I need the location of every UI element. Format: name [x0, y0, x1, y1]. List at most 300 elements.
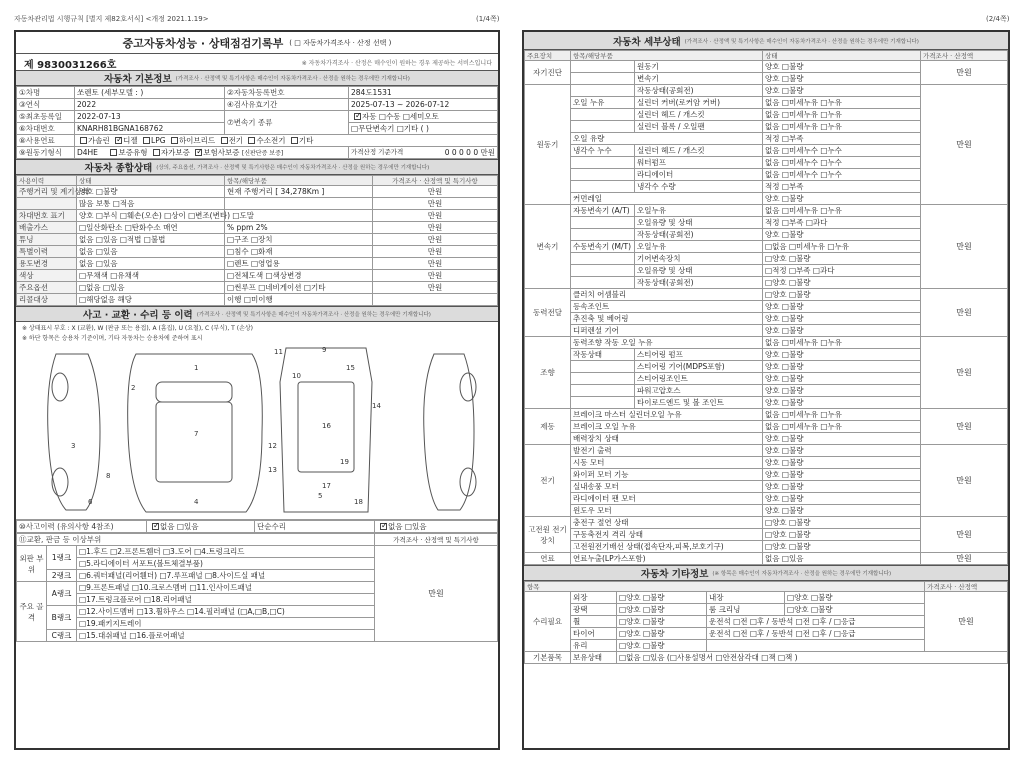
item-label: 커먼레일 — [571, 193, 763, 205]
status-value[interactable]: □적정 □부족 □과다 — [763, 265, 921, 277]
panel-number-4: 4 — [194, 498, 199, 506]
status-value[interactable]: □양호 □불량 — [763, 541, 921, 553]
part-label: 작동상태(공회전) — [635, 85, 763, 97]
cell-label: 휠 — [571, 616, 617, 628]
column-header: 상태 — [763, 51, 921, 61]
cell-value: 없음 □있음 — [388, 522, 427, 531]
cell-label: 색상 — [17, 270, 77, 282]
status-value[interactable]: 양호 □불량 — [763, 73, 921, 85]
cell-value[interactable]: □양호 □불량 — [785, 592, 925, 604]
page-1 — [14, 30, 500, 750]
rank1-items[interactable]: □5.라디에이터 서포트(볼트체결부품) — [77, 558, 375, 570]
cell-value[interactable]: □양호 □불량 — [617, 616, 707, 628]
section-note: (※ 항목은 매수인이 자동차가격조사 · 산정을 원하는 경우에만 기재합니다) — [712, 571, 892, 577]
windshield — [156, 382, 232, 402]
table-row — [17, 87, 498, 99]
cell-value: KNARH81BGNA168762 — [75, 123, 225, 135]
cell-value[interactable]: □구조 □장치 — [225, 234, 373, 246]
warranty-extra: [신판단증 보증] — [241, 150, 284, 157]
item-label — [571, 217, 635, 229]
item-label — [571, 385, 635, 397]
fuel-diesel: 디젤 — [123, 136, 138, 145]
rankA-items[interactable]: □9.프론트패널 □10.크로스멤버 □11.인사이드패널 — [77, 582, 375, 594]
item-label: 등속조인트 — [571, 301, 763, 313]
panel-number-3: 3 — [71, 442, 76, 450]
status-value[interactable]: 없음 □미세누유 □누유 — [763, 121, 921, 133]
accident-history-table — [16, 520, 498, 533]
device-group-label: 동력전달 — [525, 289, 571, 337]
price-value: 만원 — [373, 246, 498, 258]
cell-value[interactable]: □무채색 □유채색 — [77, 270, 225, 282]
checkbox-icon[interactable] — [291, 137, 298, 144]
table-row — [525, 592, 1008, 604]
cell-label: 타이어 — [571, 628, 617, 640]
form-reference: 자동차관리법 시행규칙 [별지 제82호서식] <개정 2021.1.19> — [14, 15, 209, 23]
table-row — [525, 205, 1008, 217]
table-row — [525, 553, 1008, 565]
fuel-gasoline: 가솔린 — [88, 136, 110, 145]
price-base — [349, 147, 498, 159]
column-header: 가격조사 · 산정액 및 특기사항 — [373, 176, 498, 186]
status-value[interactable]: 양호 □불량 — [763, 457, 921, 469]
checkbox-icon[interactable] — [152, 523, 159, 530]
item-label — [571, 121, 635, 133]
section-note: (가격조사 · 산정액 및 특기사항은 매수인이 자동차가격조사 · 산정을 원하는 경우에만 기재합니다) — [684, 38, 919, 45]
detail-table — [524, 50, 1008, 565]
price-value: 만원 — [373, 210, 498, 222]
price-value: 만원 — [373, 270, 498, 282]
panel-number-15: 15 — [346, 364, 355, 372]
status-value[interactable]: 양호 □불량 — [763, 445, 921, 457]
item-label: 배력장치 상태 — [571, 433, 763, 445]
checkbox-icon[interactable] — [115, 137, 122, 144]
detail-header — [524, 32, 1008, 50]
table-row — [17, 246, 498, 258]
item-label — [571, 85, 635, 97]
item-label: 오일 누유 — [571, 97, 635, 109]
cell-value: 자동 □수동 □세미오토 — [362, 112, 439, 121]
status-value[interactable]: 없음 □미세누유 □누유 — [763, 109, 921, 121]
item-label: 라디에이터 팬 모터 — [571, 493, 763, 505]
cell-value: 0 0 0 0 0 만원 — [444, 148, 495, 157]
table-row — [17, 521, 498, 533]
checkbox-icon[interactable] — [354, 113, 361, 120]
status-value[interactable]: 양호 □불량 — [763, 85, 921, 97]
panel-number-2: 2 — [131, 384, 136, 392]
warranty-self: 자가보증 — [160, 148, 190, 157]
cell-value[interactable]: □침수 □화재 — [225, 246, 373, 258]
price-value: 만원 — [373, 282, 498, 294]
cell-value[interactable]: 없음 □있음 □적법 □불법 — [77, 234, 225, 246]
status-value[interactable]: 양호 □불량 — [763, 373, 921, 385]
device-group-label: 연료 — [525, 553, 571, 565]
part-label: 작동상태(공회전) — [635, 229, 763, 241]
panel-number-13: 13 — [268, 466, 277, 474]
cell-label: ①차명 — [17, 87, 75, 99]
rank-label: A랭크 — [47, 582, 77, 606]
panel-number-14: 14 — [372, 402, 381, 410]
rankA-items[interactable]: □17.트렁크플로어 □18.리어패널 — [77, 594, 375, 606]
item-label — [571, 61, 635, 73]
cell-label: ⑨원동기형식 — [17, 147, 75, 159]
status-value[interactable]: 없음 □미세누수 □누수 — [763, 169, 921, 181]
device-group-label: 자기진단 — [525, 61, 571, 85]
price-value: 만원 — [375, 546, 498, 642]
table-row — [17, 282, 498, 294]
cell-label: 배출가스 — [17, 222, 77, 234]
item-label: 고전원전기배선 상태(접속단자,피복,보호기구) — [571, 541, 763, 553]
price-value — [373, 294, 498, 306]
other-info-header — [524, 565, 1008, 581]
item-label: 클러치 어셈블리 — [571, 289, 763, 301]
cell-value[interactable]: □양호 □불량 — [617, 628, 707, 640]
part-label: 라디에이터 — [635, 169, 763, 181]
cell-value[interactable]: 운전석 □전 □후 / 동반석 □전 □후 / □응급 — [707, 616, 925, 628]
panel-number-18: 18 — [354, 498, 363, 506]
section-title: 자동차 종합상태 — [84, 163, 153, 174]
status-value[interactable]: 양호 □불량 — [763, 301, 921, 313]
price-option-checkbox[interactable]: ( □ 자동차가격조사 · 산정 선택 ) — [289, 38, 392, 47]
checkbox-icon[interactable] — [221, 137, 228, 144]
rank2-items[interactable]: □6.쿼터패널(리어휀더) □7.루프패널 □8.사이드실 패널 — [77, 570, 375, 582]
table-row — [525, 517, 1008, 529]
status-value[interactable]: 양호 □불량 — [763, 433, 921, 445]
item-label — [571, 73, 635, 85]
status-value[interactable]: 적정 □부족 □과다 — [763, 217, 921, 229]
legend-text: ※ 상태표시 부호 : X (교환), W (판금 또는 용접), A (흠집), U (요철), C (부식), T (손상) — [22, 325, 254, 332]
accident-options[interactable] — [147, 521, 255, 533]
rank-label: C랭크 — [47, 630, 77, 642]
cell-label: ⑤최초등록일 — [17, 111, 75, 123]
device-group-label: 원동기 — [525, 85, 571, 205]
engine-type: D4HE — [77, 148, 98, 157]
table-row — [525, 445, 1008, 457]
panel-number-19: 19 — [340, 458, 349, 466]
cell-label: ⑥차대번호 — [17, 123, 75, 135]
exchange-parts-table — [16, 533, 498, 642]
price-value: 만원 — [921, 409, 1008, 445]
price-value: 만원 — [921, 205, 1008, 289]
table-row — [525, 337, 1008, 349]
cell-value: 2022-07-13 — [75, 111, 225, 123]
price-value: 만원 — [921, 85, 1008, 205]
table-row — [17, 546, 498, 558]
part-label: 오일유량 및 상태 — [635, 217, 763, 229]
panel-number-9: 9 — [322, 346, 327, 354]
status-value[interactable]: 양호 □불량 — [763, 61, 921, 73]
status-legend — [16, 322, 498, 332]
item-label — [571, 265, 635, 277]
part-label: 오일누유 — [635, 241, 763, 253]
part-label: 워터펌프 — [635, 157, 763, 169]
panel-number-11: 11 — [274, 348, 283, 356]
status-value[interactable]: 양호 □불량 — [763, 361, 921, 373]
cell-label: ③연식 — [17, 99, 75, 111]
status-value[interactable]: □양호 □불량 — [763, 253, 921, 265]
rank-label: 1랭크 — [47, 546, 77, 570]
table-row — [17, 147, 498, 159]
status-value[interactable]: 적정 □부족 — [763, 181, 921, 193]
page1-title-row — [16, 32, 498, 54]
status-value[interactable]: 없음 □미세누유 □누유 — [763, 421, 921, 433]
item-label: 자동변속기 (A/T) — [571, 205, 635, 217]
status-value[interactable]: □양호 □불량 — [763, 517, 921, 529]
item-label: 오일 유량 — [571, 133, 763, 145]
device-group-label: 전기 — [525, 445, 571, 517]
other-info-table — [524, 581, 1008, 664]
panel-number-8: 8 — [106, 472, 111, 480]
cell-value[interactable]: □전체도색 □색상변경 — [225, 270, 373, 282]
status-value[interactable]: 양호 □불량 — [763, 493, 921, 505]
cell-value[interactable] — [225, 198, 373, 210]
cell-value[interactable]: 이행 □미이행 — [225, 294, 373, 306]
panel-number-5: 5 — [318, 492, 323, 500]
item-label: 실내송풍 모터 — [571, 481, 763, 493]
left-side-outline — [48, 354, 100, 510]
cell-label: ②자동차등록번호 — [225, 87, 349, 99]
cell-value[interactable]: □양호 □불량 — [617, 640, 707, 652]
item-label: 시동 모터 — [571, 457, 763, 469]
cell-label: ⑦변속기 종류 — [225, 111, 349, 135]
status-value[interactable]: 양호 □불량 — [763, 229, 921, 241]
table-row — [17, 222, 498, 234]
checkbox-icon[interactable] — [171, 137, 178, 144]
section-title: 자동차 기타정보 — [640, 569, 709, 580]
table-row — [525, 289, 1008, 301]
checkbox-icon[interactable] — [143, 137, 150, 144]
cell-value: 284도1531 — [349, 87, 498, 99]
table-header-row — [525, 51, 1008, 61]
price-value: 만원 — [921, 445, 1008, 517]
status-value[interactable]: 양호 □불량 — [763, 481, 921, 493]
status-value[interactable]: 양호 □불량 — [763, 325, 921, 337]
item-label — [571, 169, 635, 181]
part-label: 냉각수 수량 — [635, 181, 763, 193]
price-value: 만원 — [925, 592, 1008, 652]
item-label: 추진축 및 베어링 — [571, 313, 763, 325]
column-header: 사용이력 — [17, 176, 77, 186]
status-value[interactable]: 없음 □미세누유 □누유 — [763, 337, 921, 349]
left-wheel-rear — [52, 468, 68, 496]
checkbox-icon[interactable] — [380, 523, 387, 530]
table-row — [17, 111, 498, 123]
panel-number-1: 1 — [194, 364, 199, 372]
item-label: 구동축전지 격리 상태 — [571, 529, 763, 541]
repair-label: 수리필요 — [525, 592, 571, 652]
column-header: 가격조사 · 산정액 — [925, 582, 1008, 592]
cell-label: ⑧사용연료 — [17, 135, 75, 147]
status-value[interactable]: 양호 □불량 — [763, 505, 921, 517]
checkbox-icon[interactable] — [80, 137, 87, 144]
table-row — [17, 186, 498, 198]
item-label: 윈도우 모터 — [571, 505, 763, 517]
cell-value: 2022 — [75, 99, 225, 111]
vehicle-note — [16, 332, 498, 342]
checkbox-icon[interactable] — [248, 137, 255, 144]
cell-value[interactable]: □해당없음 해당 — [77, 294, 225, 306]
cell-value[interactable]: □없음 □있음 — [77, 282, 225, 294]
part-label: 스티어링 기어(MDPS포함) — [635, 361, 763, 373]
cell-label: 내장 — [707, 592, 785, 604]
cell-label: ⑩사고이력 (유의사항 4참조) — [17, 521, 147, 533]
panel-number-10: 10 — [292, 372, 301, 380]
rankB-items[interactable]: □12.사이드멤버 □13.휠하우스 □14.필러패널 (□A,□B,□C) — [77, 606, 375, 618]
cell-value[interactable]: 양호 □부식 □훼손(오손) □상이 □변조(변타) □도말 — [77, 210, 225, 222]
fuel-hydrogen: 수소전기 — [256, 136, 286, 145]
item-label: 디퍼렌셜 기어 — [571, 325, 763, 337]
table-row — [525, 85, 1008, 97]
item-label: 와이퍼 모터 기능 — [571, 469, 763, 481]
cell-value: 쏘렌토 (세부모델 : ) — [75, 87, 225, 99]
cell-value[interactable]: □무단변속기 □기타 ( ) — [349, 123, 498, 135]
cell-label: 주행거리 및 계기상태 — [17, 186, 77, 198]
cell-label: 특별이력 — [17, 246, 77, 258]
panel-number-7: 7 — [194, 430, 199, 438]
checkbox-icon[interactable] — [110, 149, 117, 156]
fuel-options — [75, 135, 498, 147]
status-value[interactable]: 양호 □불량 — [763, 193, 921, 205]
status-value[interactable]: 양호 □불량 — [763, 313, 921, 325]
part-label: 실린더 헤드 / 개스킷 — [635, 145, 763, 157]
car-diagram-svg — [16, 342, 498, 520]
status-value[interactable]: 적정 □부족 — [763, 133, 921, 145]
item-label: 브레이크 오일 누유 — [571, 421, 763, 433]
part-label: 실린더 헤드 / 개스킷 — [635, 109, 763, 121]
item-label — [571, 109, 635, 121]
outer-panel-label: 외판 부위 — [17, 546, 47, 582]
table-row — [525, 652, 1008, 664]
device-group-label: 제동 — [525, 409, 571, 445]
price-value: 만원 — [373, 198, 498, 210]
cell-value[interactable]: □양호 □불량 — [617, 592, 707, 604]
status-value[interactable]: 양호 □불량 — [763, 397, 921, 409]
item-label — [571, 157, 635, 169]
cell-label: 용도변경 — [17, 258, 77, 270]
price-value: 만원 — [921, 517, 1008, 553]
cell-value[interactable]: □썬루프 □네비게이션 □기타 — [225, 282, 373, 294]
status-value[interactable]: 없음 □미세누수 □누수 — [763, 145, 921, 157]
cell-label — [17, 198, 77, 210]
cell-value[interactable]: □일산화탄소 □탄화수소 매연 — [77, 222, 225, 234]
cell-value[interactable]: 많음 보통 □적음 — [77, 198, 225, 210]
status-value[interactable]: 없음 □미세누수 □누수 — [763, 157, 921, 169]
panel-number-12: 12 — [268, 442, 277, 450]
status-value[interactable]: 양호 □불량 — [763, 385, 921, 397]
cell-value[interactable]: □양호 □불량 — [785, 604, 925, 616]
rank1-items[interactable]: □1.후드 □2.프론트휀더 □3.도어 □4.트렁크리드 — [77, 546, 375, 558]
cell-value[interactable]: 양호 □불량 — [77, 186, 225, 198]
part-label: 실린더 블록 / 오일팬 — [635, 121, 763, 133]
legend-text: ※ 하단 항목은 승용차 기준이며, 기타 자동차는 승용차에 준하여 표시 — [22, 335, 203, 342]
status-value[interactable]: □양호 □불량 — [763, 277, 921, 289]
cell-value[interactable]: □양호 □불량 — [617, 604, 707, 616]
status-value[interactable]: □없음 □미세누유 □누유 — [763, 241, 921, 253]
item-label: 브레이크 마스터 실린더오일 누유 — [571, 409, 763, 421]
device-group-label: 변속기 — [525, 205, 571, 289]
simple-repair-options[interactable] — [375, 521, 498, 533]
table-header-row — [17, 176, 498, 186]
serial-number: 제 9830031266호 — [24, 60, 117, 71]
status-value[interactable]: 없음 □미세누유 □누유 — [763, 97, 921, 109]
column-header: 상태 — [77, 176, 225, 186]
status-value[interactable]: □양호 □불량 — [763, 529, 921, 541]
section-title: 자동차 기본정보 — [104, 74, 172, 85]
summary-header — [16, 159, 498, 175]
page2-number: (2/4쪽) — [986, 15, 1010, 23]
cell-value[interactable]: 운전석 □전 □후 / 동반석 □전 □후 / □응급 — [707, 628, 925, 640]
item-label: 발전기 출력 — [571, 445, 763, 457]
cell-label: 주요옵션 — [17, 282, 77, 294]
accident-header — [16, 306, 498, 322]
status-value[interactable]: 없음 □미세누유 □누유 — [763, 205, 921, 217]
transmission-options[interactable] — [349, 111, 498, 123]
cell-label: 리콜대상 — [17, 294, 77, 306]
item-label: 작동상태 — [571, 349, 635, 361]
right-side-outline — [424, 354, 474, 510]
item-label: 충전구 절연 상태 — [571, 517, 763, 529]
checkbox-icon[interactable] — [195, 149, 202, 156]
column-header: 가격조사 · 산정액 — [921, 51, 1008, 61]
cell-label: 가격산정 기준가격 — [351, 148, 404, 156]
status-value[interactable]: 양호 □불량 — [763, 349, 921, 361]
price-value: 만원 — [921, 553, 1008, 565]
cell-value[interactable]: □렌트 □영업용 — [225, 258, 373, 270]
rankB-items[interactable]: □19.패키지트레이 — [77, 618, 375, 630]
cell-value[interactable]: □없음 □있음 (□사용설명서 □안전삼각대 □잭 □잭 ) — [617, 652, 1008, 664]
device-group-label: 조향 — [525, 337, 571, 409]
item-label — [571, 277, 635, 289]
column-header: 주요장치 — [525, 51, 571, 61]
page-2 — [522, 30, 1010, 750]
checkbox-icon[interactable] — [153, 149, 160, 156]
cell-label: 외장 — [571, 592, 617, 604]
car-diagram — [16, 342, 498, 520]
part-label: 오일누유 — [635, 205, 763, 217]
fuel-hybrid: 하이브리드 — [178, 136, 216, 145]
item-label — [571, 253, 635, 265]
item-label: 동력조향 작동 오일 누유 — [571, 337, 763, 349]
table-row — [17, 270, 498, 282]
part-label: 타이로드엔드 및 볼 조인트 — [635, 397, 763, 409]
cell-value: 2025-07-13 ~ 2026-07-12 — [349, 99, 498, 111]
price-value: 만원 — [373, 222, 498, 234]
status-value[interactable]: □양호 □불량 — [763, 289, 921, 301]
table-row — [17, 198, 498, 210]
cell-label: 차대번호 표기 — [17, 210, 77, 222]
warranty-insurer: 보험사보증 — [203, 148, 240, 157]
service-note: ※ 자동차가격조사 · 산정은 매수인이 원하는 경우 제공하는 서비스입니다 — [301, 60, 492, 67]
status-value[interactable]: 없음 □있음 — [763, 553, 921, 565]
section-note: (상의, 주요옵션, 가격조사 · 산정액 및 특기사항은 매수인이 자동차가격조사 · 산정을 원하는 경우에만 기재합니다) — [156, 165, 430, 171]
summary-table — [16, 175, 498, 306]
cell-value[interactable]: 없음 □있음 — [77, 246, 225, 258]
rank-label: B랭크 — [47, 606, 77, 630]
rankC-items[interactable]: □15.대쉬패널 □16.플로어패널 — [77, 630, 375, 642]
part-label: 기어변속장치 — [635, 253, 763, 265]
column-header: 항목 — [525, 582, 925, 592]
cell-value[interactable]: % ppm 2% — [225, 222, 373, 234]
price-value: 만원 — [373, 258, 498, 270]
cell-value[interactable]: 없음 □있음 — [77, 258, 225, 270]
part-label: 오일유량 및 상태 — [635, 265, 763, 277]
status-value[interactable]: 없음 □미세누유 □누유 — [763, 409, 921, 421]
price-value: 만원 — [921, 289, 1008, 337]
price-value: 만원 — [921, 337, 1008, 409]
warranty-type: 보증유형 — [118, 148, 148, 157]
table-row — [525, 409, 1008, 421]
status-value[interactable]: 양호 □불량 — [763, 469, 921, 481]
cell-value[interactable]: 현재 주행거리 [ 34,278Km ] — [225, 186, 373, 198]
